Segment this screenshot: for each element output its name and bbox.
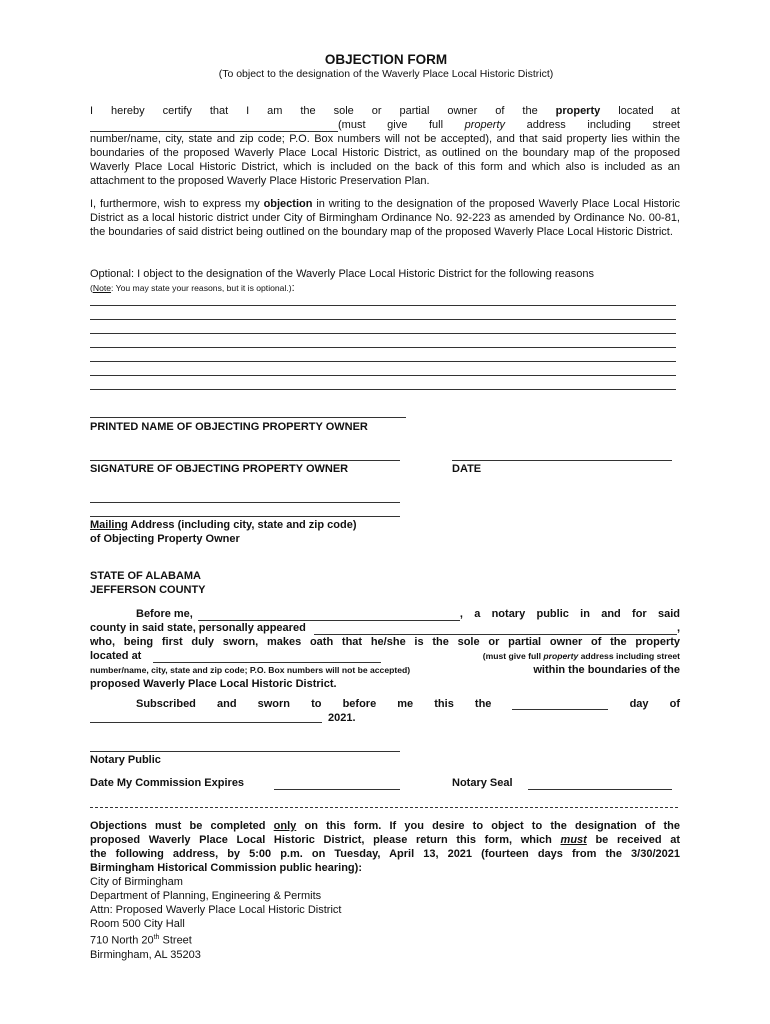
month-field[interactable]: [90, 722, 322, 723]
mailing-address-block: [90, 875, 341, 962]
form-subtitle: (To object to the designation of the Waverly Place Local Historic District): [218, 68, 554, 80]
appeared-name-field[interactable]: [314, 623, 677, 635]
reason-line[interactable]: [90, 389, 676, 390]
notary-signature-field[interactable]: [90, 751, 400, 752]
form-title: OBJECTION FORM: [324, 52, 448, 67]
reason-line[interactable]: [90, 333, 676, 334]
printed-name-label: PRINTED NAME OF OBJECTING PROPERTY OWNER: [90, 421, 368, 433]
address-line: Room 500 City Hall: [90, 918, 185, 930]
subscribed-line: Subscribed and sworn to before me this the day of: [136, 698, 680, 710]
notary-name-field[interactable]: [198, 609, 460, 621]
address-line: Department of Planning, Engineering & Permits: [90, 890, 322, 902]
date-label: DATE: [452, 463, 482, 475]
address-line: 710 North 20th Street: [90, 934, 192, 947]
signature-field[interactable]: [90, 460, 400, 461]
mailing-address-field-1[interactable]: [90, 502, 400, 503]
reason-line[interactable]: [90, 305, 676, 306]
notary-public-label: Notary Public: [90, 754, 161, 766]
certify-rest: number/name, city, state and zip code; P.O. Box numbers will not be accepted), and that said property lies within the boundaries of the proposed Waverly Place Local Historic District, as outlined on the boundary map of the proposed Waverly Place Local Historic District, which is included on the back of this form and which also is included as an attachment to the proposed Waverly Place Historic Preservation Plan.: [90, 133, 680, 188]
date-field[interactable]: [452, 460, 672, 461]
county-label: JEFFERSON COUNTY: [90, 584, 206, 596]
address-line: Attn: Proposed Waverly Place Local Historic District: [90, 904, 342, 916]
property-bold: property: [555, 105, 601, 117]
reason-line[interactable]: [90, 319, 676, 320]
mailing-address-label-2: of Objecting Property Owner: [90, 533, 240, 545]
printed-name-field[interactable]: [90, 417, 406, 418]
dashed-divider: [90, 807, 678, 808]
reason-line[interactable]: [90, 361, 676, 362]
mailing-address-label: Mailing Address (including city, state and zip code): [90, 519, 357, 531]
state-label: STATE OF ALABAMA: [90, 570, 202, 582]
certify-paragraph: [90, 104, 680, 189]
objection-paragraph: I, furthermore, wish to express my objection in writing to the designation of the proposed Waverly Place Local Historic District as a local historic district under City of Birmingham Ordinance No. 92-223 as amended by Ordinance No. 00-81, the boundaries of said district being outlined on the boundary map of the proposed Waverly Place Local Historic District.: [90, 198, 681, 239]
notary-location-field[interactable]: [153, 651, 381, 663]
property-address-field[interactable]: [90, 120, 338, 132]
address-line: Birmingham, AL 35203: [90, 948, 201, 961]
reason-line[interactable]: [90, 347, 676, 348]
notary-paragraph: Before me, , a notary public in and for said county in said state, personally appeared , who, being first duly sworn, makes oath that he/she is the sole or partial owner of the property located at (must give full property address including street number/name, city, state and zip code; P.O. Box numbers will not be accepted) within the boundaries of the proposed Waverly Place Local Historic District.: [90, 608, 680, 691]
optional-reasons-paragraph: Optional: I object to the designation of the Waverly Place Local Historic District for the following reasons (Note: You may state your reasons, but it is optional.):: [90, 268, 595, 295]
submission-instructions: Objections must be completed only on this form. If you desire to object to the designation of the proposed Waverly Place Local Historic District, please return this form, which must be received at the following address, by 5:00 p.m. on Tuesday, April 13, 2021 (fourteen days from the 3/30/2021 Birmingham Historical Commission public hearing):: [90, 820, 680, 875]
notary-seal-field[interactable]: [528, 789, 672, 790]
notary-seal-label: Notary Seal: [452, 777, 513, 789]
address-line: City of Birmingham: [90, 876, 183, 888]
certify-second-line: (must give full property address including street: [90, 118, 680, 132]
certify-first-line: I hereby certify that I am the sole or partial owner of the property located at: [90, 105, 680, 117]
commission-expires-label: Date My Commission Expires: [90, 777, 245, 789]
commission-expires-field[interactable]: [274, 789, 400, 790]
mailing-address-field-2[interactable]: [90, 516, 400, 517]
year-label: 2021.: [328, 712, 356, 724]
reason-line[interactable]: [90, 375, 676, 376]
day-field[interactable]: [512, 698, 608, 710]
signature-label: SIGNATURE OF OBJECTING PROPERTY OWNER: [90, 463, 349, 475]
